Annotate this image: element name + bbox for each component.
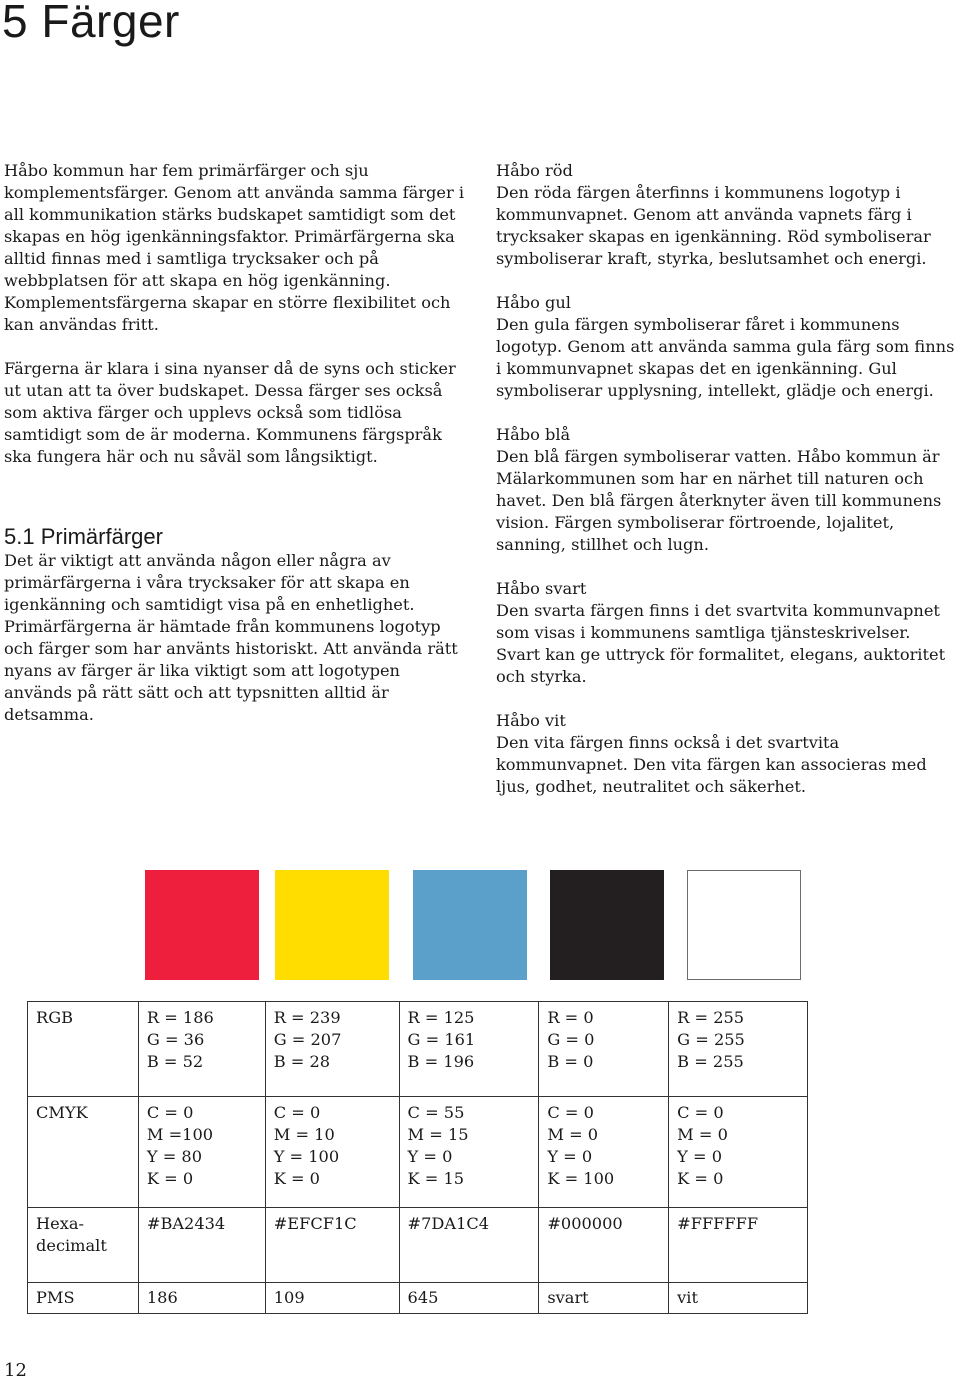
right-column (496, 160, 958, 820)
color-description-white (496, 710, 958, 798)
color-text-black: Den svarta färgen finns i det svartvita kommunvapnet som visas i kommunens samtliga tjänsteskrivelser. Svart kan ge uttryck för formalitet, elegans, auktoritet och styrka. (496, 601, 946, 686)
color-title-red: Håbo röd (496, 161, 573, 180)
cell-pms-yellow: 109 (265, 1283, 399, 1314)
cell-hex-white: #FFFFFF (669, 1208, 808, 1283)
intro-paragraph-1: Håbo kommun har fem primärfärger och sju komplementsfärger. Genom att använda samma färger i all kommunikation stärks budskapet samtidigt som det skapas en hög igenkänningsfaktor. Primärfärgerna ska alltid finnas med i samtliga trycksaker och på webbplatsen för att skapa en hög igenkänning. Komplementsfärgerna skapar en större flexibilitet och kan användas fritt. (4, 161, 465, 334)
color-text-white: Den vita färgen finns också i det svartvita kommunvapnet. Den vita färgen kan associeras med ljus, godhet, neutralitet och säkerhet. (496, 733, 927, 796)
label-rgb: RGB (28, 1002, 139, 1097)
cell-pms-blue: 645 (399, 1283, 539, 1314)
label-cmyk: CMYK (28, 1097, 139, 1208)
cell-rgb-red: R = 186 G = 36 B = 52 (138, 1002, 265, 1097)
swatch-blue (413, 870, 527, 980)
color-description-red (496, 160, 958, 270)
left-column (4, 160, 472, 726)
cell-rgb-yellow: R = 239 G = 207 B = 28 (265, 1002, 399, 1097)
cell-rgb-black: R = 0 G = 0 B = 0 (539, 1002, 669, 1097)
color-text-red: Den röda färgen återfinns i kommunens logotyp i kommunvapnet. Genom att använda vapnets färg i trycksaker skapas en igenkänning. Röd symboliserar symboliserar kraft, styrka, beslutsamhet och energi. (496, 183, 931, 268)
color-specs-table (27, 1001, 808, 1314)
swatch-black (550, 870, 664, 980)
color-title-black: Håbo svart (496, 579, 587, 598)
cell-rgb-white: R = 255 G = 255 B = 255 (669, 1002, 808, 1097)
cell-cmyk-red: C = 0 M =100 Y = 80 K = 0 (138, 1097, 265, 1208)
cell-cmyk-blue: C = 55 M = 15 Y = 0 K = 15 (399, 1097, 539, 1208)
cell-rgb-blue: R = 125 G = 161 B = 196 (399, 1002, 539, 1097)
cell-pms-white: vit (669, 1283, 808, 1314)
color-text-yellow: Den gula färgen symboliserar fåret i kommunens logotyp. Genom att använda samma gula färg som finns i kommunvapnet skapas det en igenkänning. Gul symboliserar upplysning, intellekt, glädje och energi. (496, 315, 955, 400)
table-row-rgb (28, 1002, 808, 1097)
cell-hex-yellow: #EFCF1C (265, 1208, 399, 1283)
table-row-pms (28, 1283, 808, 1314)
chapter-title: 5 Färger (2, 0, 180, 47)
page-number: 12 (4, 1360, 27, 1381)
section-body: Det är viktigt att använda någon eller några av primärfärgerna i våra trycksaker för att skapa en igenkänning och samtidigt visa på en enhetlighet. Primärfärgerna är hämtade från kommunens logotyp och färger som har använts historiskt. Att använda rätt nyans av färger är lika viktigt som att logotypen används på rätt sätt och att typsnitten alltid är detsamma. (4, 551, 458, 724)
swatch-yellow (275, 870, 389, 980)
cell-pms-black: svart (539, 1283, 669, 1314)
swatch-red (145, 870, 259, 980)
section-heading: 5.1 Primärfärger (4, 524, 163, 549)
cell-hex-blue: #7DA1C4 (399, 1208, 539, 1283)
cell-pms-red: 186 (138, 1283, 265, 1314)
cell-cmyk-black: C = 0 M = 0 Y = 0 K = 100 (539, 1097, 669, 1208)
cell-cmyk-white: C = 0 M = 0 Y = 0 K = 0 (669, 1097, 808, 1208)
color-title-yellow: Håbo gul (496, 293, 571, 312)
table-row-hex (28, 1208, 808, 1283)
color-description-yellow (496, 292, 958, 402)
intro-paragraph-2: Färgerna är klara i sina nyanser då de syns och sticker ut utan att ta över budskapet. Dessa färger ses också som aktiva färger och upplevs också som tidlösa samtidigt som de är moderna. Kommunens färgspråk ska fungera här och nu såväl som långsiktigt. (4, 359, 456, 466)
color-description-blue (496, 424, 958, 556)
label-hex: Hexa- decimalt (28, 1208, 139, 1283)
color-title-blue: Håbo blå (496, 425, 571, 444)
color-text-blue: Den blå färgen symboliserar vatten. Håbo kommun är Mälarkommunen som har en närhet till naturen och havet. Den blå färgen återknyter även till kommunens vision. Färgen symboliserar förtroende, lojalitet, sanning, stillhet och lugn. (496, 447, 942, 554)
cell-cmyk-yellow: C = 0 M = 10 Y = 100 K = 0 (265, 1097, 399, 1208)
color-title-white: Håbo vit (496, 711, 566, 730)
cell-hex-red: #BA2434 (138, 1208, 265, 1283)
color-description-black (496, 578, 958, 688)
table-row-cmyk (28, 1097, 808, 1208)
swatch-white (687, 870, 801, 980)
label-pms: PMS (28, 1283, 139, 1314)
cell-hex-black: #000000 (539, 1208, 669, 1283)
